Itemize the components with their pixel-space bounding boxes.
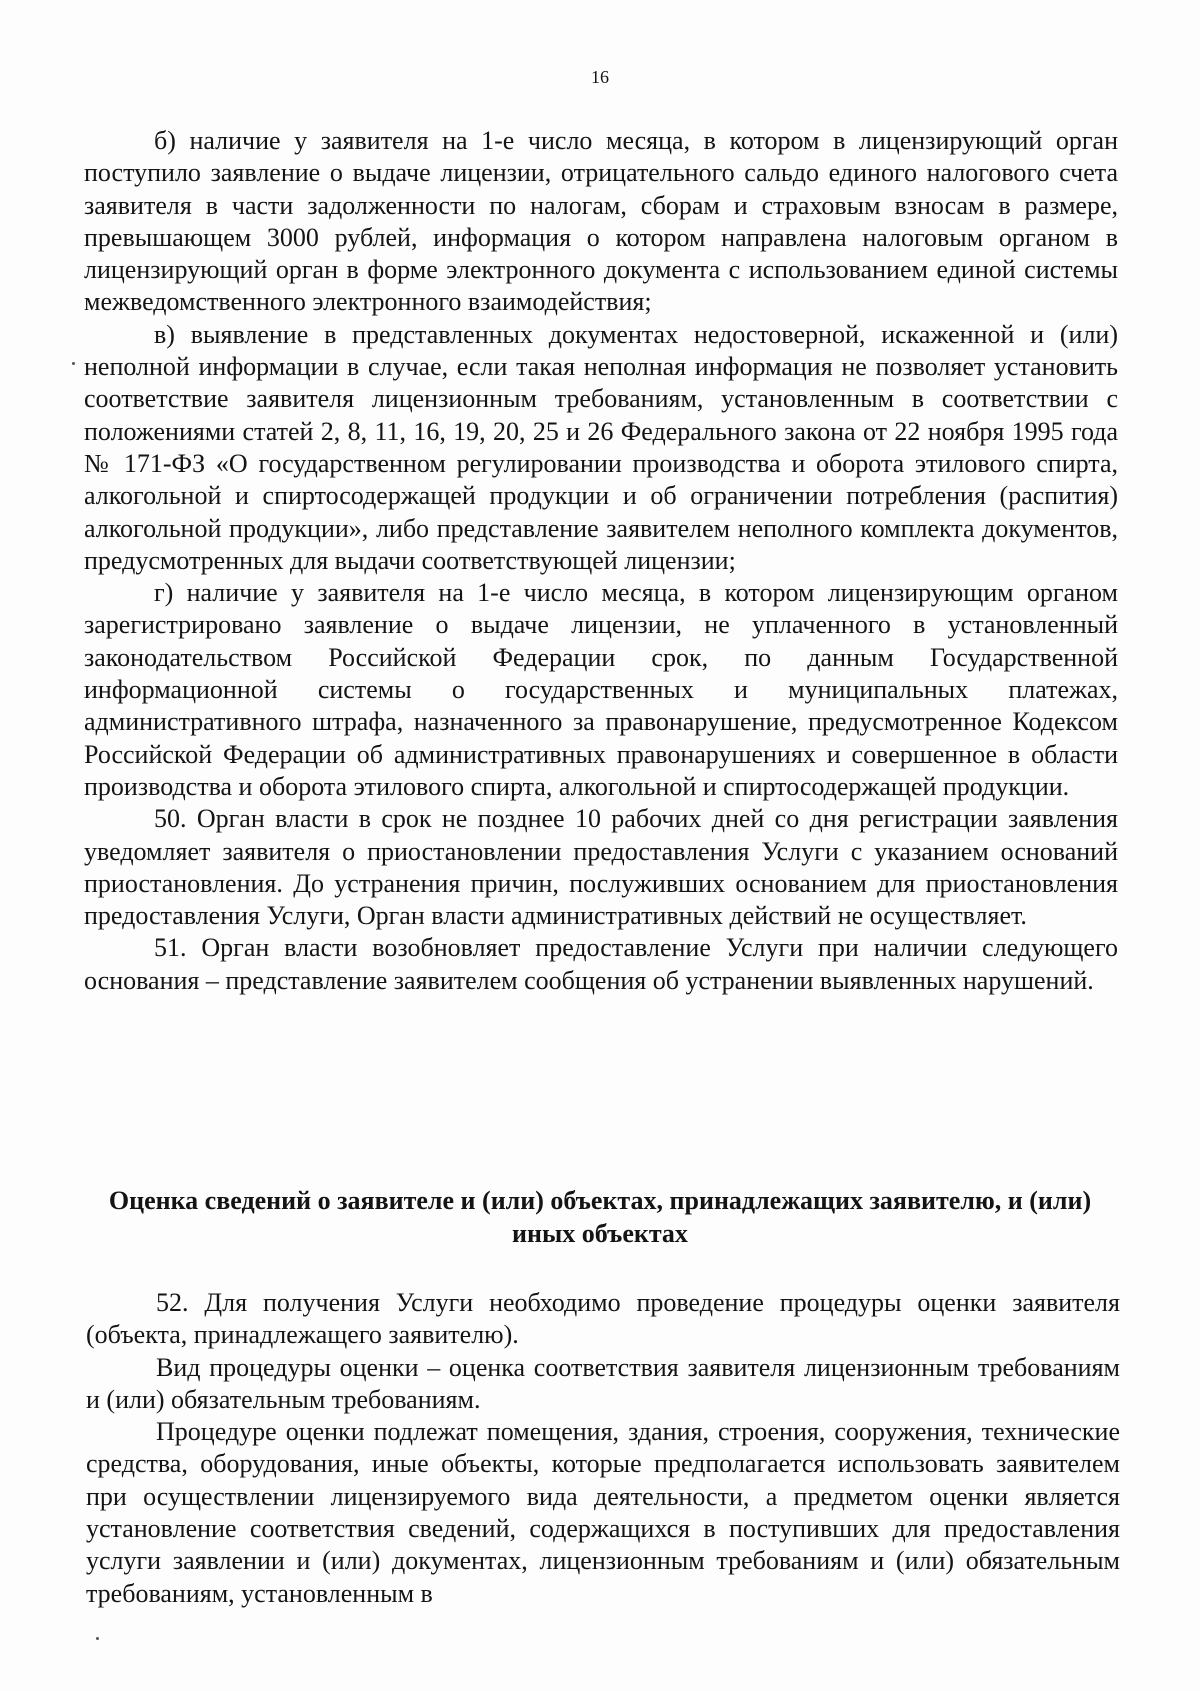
body-text-upper: [84, 125, 1118, 997]
scan-speck: [96, 1637, 99, 1640]
paragraph-assessment-subject: Процедуре оценки подлежат помещения, здания, строения, сооружения, технические средства, оборудования, иные объекты, которые предполагается использовать заявителем при осуществлении лицензируемого вида деятельности, а предметом оценки является установление соответствия сведений, содержащихся в поступивших для предоставления услуги заявлении и (или) документах, лицензионным требованиям и (или) обязательным требованиям, установленным в: [86, 1417, 1120, 1608]
paragraph-b: б) наличие у заявителя на 1-е число месяца, в котором в лицензирующий орган поступило заявление о выдаче лицензии, отрицательного сальдо единого налогового счета заявителя в части задолженности по налогам, сборам и страховым взносам в размере, превышающем 3000 рублей, информация о котором направлена налоговым органом в лицензирующий орган в форме электронного документа с использованием единой системы межведомственного электронного взаимодействия;: [84, 126, 1118, 317]
paragraph-v: в) выявление в представленных документах недостоверной, искаженной и (или) неполной информации в случае, если такая неполная информация не позволяет установить соответствие заявителя лицензионным требованиям, установленным в соответствии с положениями статей 2, 8, 11, 16, 19, 20, 25 и 26 Федерального закона от 22 ноября 1995 года № 171-ФЗ «О государственном регулировании производства и оборота этилового спирта, алкогольной и спиртосодержащей продукции и об ограничении потребления (распития) алкогольной продукции», либо представление заявителем неполного комплекта документов, предусмотренных для выдачи соответствующей лицензии;: [84, 319, 1118, 575]
paragraph-50: 50. Орган власти в срок не позднее 10 рабочих дней со дня регистрации заявления уведомляет заявителя о приостановлении предоставления Услуги с указанием оснований приостановления. До устранения причин, послуживших основанием для приостановления предоставления Услуги, Орган власти административных действий не осуществляет.: [84, 804, 1118, 931]
paragraph-g: г) наличие у заявителя на 1-е число месяца, в котором лицензирующим органом зарегистрировано заявление о выдаче лицензии, не уплаченного в установленный законодательством Российской Федерации срок, по данным Государственной информационной системы о государственных и муниципальных платежах, административного штрафа, назначенного за правонарушение, предусмотренное Кодексом Российской Федерации об административных правонарушениях и совершенное в области производства и оборота этилового спирта, алкогольной и спиртосодержащей продукции.: [84, 578, 1118, 801]
page-number: 16: [591, 67, 609, 87]
paragraph-51: 51. Орган власти возобновляет предоставление Услуги при наличии следующего основания – представление заявителем сообщения об устранении выявленных нарушений.: [84, 933, 1118, 995]
paragraph-52: 52. Для получения Услуги необходимо проведение процедуры оценки заявителя (объекта, принадлежащего заявителю).: [86, 1288, 1120, 1350]
body-text-lower: [86, 1287, 1120, 1610]
paragraph-assessment-type: Вид процедуры оценки – оценка соответствия заявителя лицензионным требованиям и (или) обязательным требованиям.: [86, 1352, 1120, 1414]
section-heading: Оценка сведений о заявителе и (или) объектах, принадлежащих заявителю, и (или) иных объектах: [108, 1186, 1092, 1248]
scan-speck: [72, 362, 75, 365]
